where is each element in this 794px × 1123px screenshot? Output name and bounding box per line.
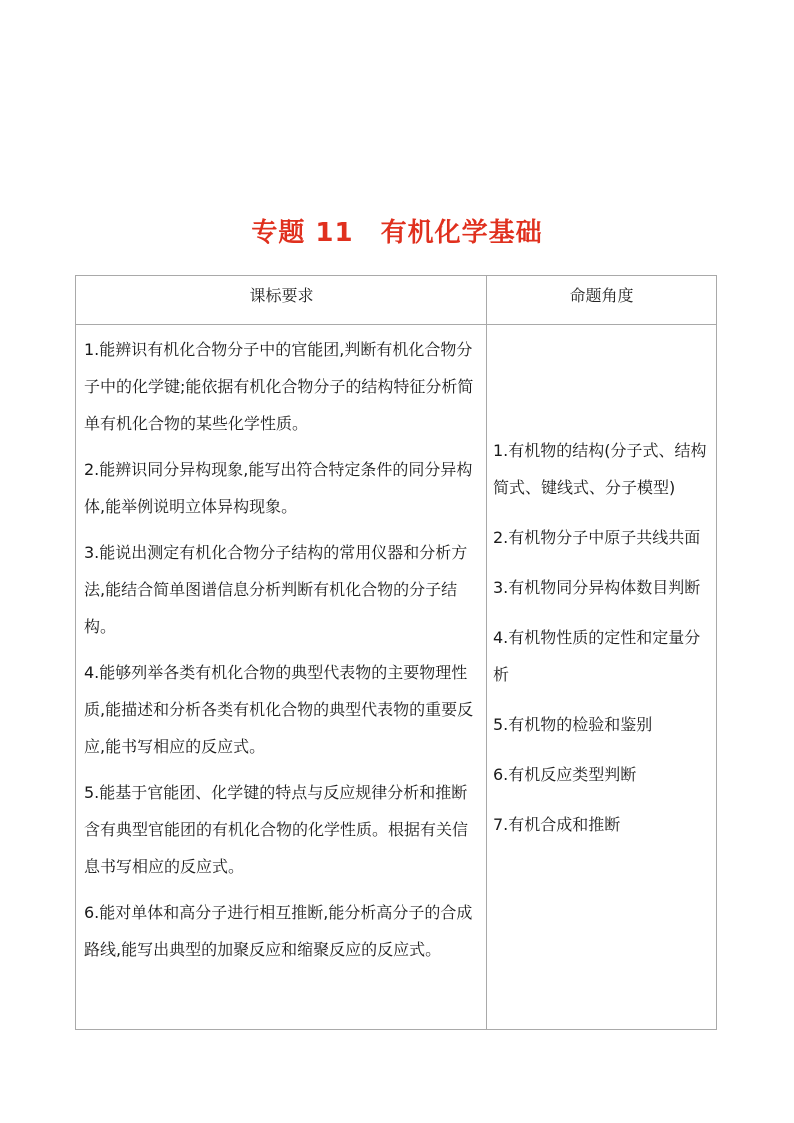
- angle-item: 3.有机物同分异构体数目判断: [493, 578, 701, 597]
- angle-item: 1.有机物的结构(分子式、结构简式、键线式、分子模型): [493, 441, 707, 497]
- requirement-item: 2.能辨识同分异构现象,能写出符合特定条件的同分异构体,能举例说明立体异构现象。: [84, 460, 473, 516]
- table-header-row: [76, 276, 716, 325]
- header-question-angles: 命题角度: [569, 286, 634, 305]
- angle-item: 5.有机物的检验和鉴别: [493, 715, 653, 734]
- requirements-cell: [84, 331, 482, 977]
- angle-item: 7.有机合成和推断: [493, 815, 621, 834]
- header-curriculum-requirements: 课标要求: [249, 286, 314, 305]
- curriculum-table: [75, 275, 717, 1030]
- requirement-item: 6.能对单体和高分子进行相互推断,能分析高分子的合成路线,能写出典型的加聚反应和缩聚反应的反应式。: [84, 903, 473, 959]
- requirement-item: 3.能说出测定有机化合物分子结构的常用仪器和分析方法,能结合简单图谱信息分析判断有机化合物的分子结构。: [84, 543, 468, 636]
- page-title: 专题 11 有机化学基础: [251, 218, 543, 248]
- requirement-item: 4.能够列举各类有机化合物的典型代表物的主要物理性质,能描述和分析各类有机化合物的典型代表物的重要反应,能书写相应的反应式。: [84, 663, 474, 756]
- angle-item: 6.有机反应类型判断: [493, 765, 637, 784]
- angle-item: 4.有机物性质的定性和定量分析: [493, 628, 701, 684]
- requirement-item: 1.能辨识有机化合物分子中的官能团,判断有机化合物分子中的化学键;能依据有机化合物分子的结构特征分析简单有机化合物的某些化学性质。: [84, 340, 474, 433]
- angle-item: 2.有机物分子中原子共线共面: [493, 528, 701, 547]
- angles-cell: [493, 432, 715, 856]
- column-divider: [486, 276, 487, 1029]
- requirement-item: 5.能基于官能团、化学键的特点与反应规律分析和推断含有典型官能团的有机化合物的化学性质。根据有关信息书写相应的反应式。: [84, 783, 469, 876]
